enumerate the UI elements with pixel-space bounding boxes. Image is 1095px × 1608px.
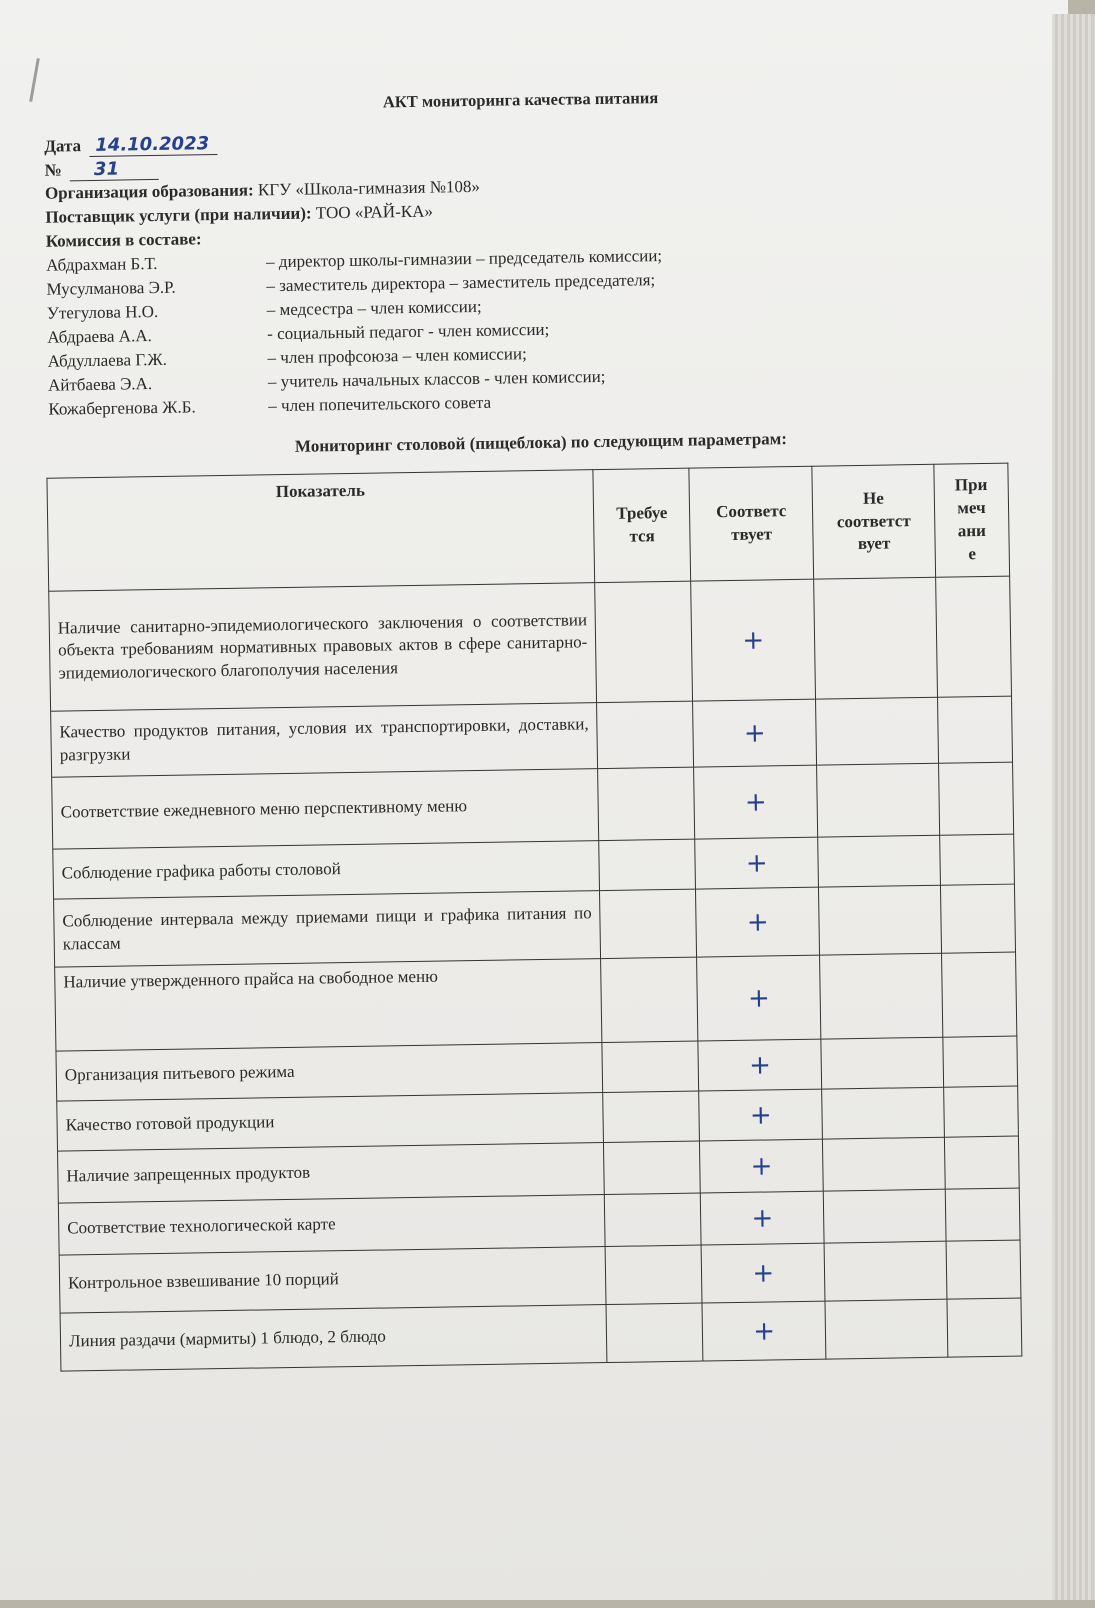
not-complies-cell bbox=[819, 885, 942, 955]
complies-mark: + bbox=[700, 1139, 824, 1193]
not-complies-cell bbox=[821, 1037, 943, 1089]
member-role: – член профсоюза – член комиссии; bbox=[267, 344, 527, 368]
complies-mark: + bbox=[697, 955, 821, 1041]
member-role: – медсестра – член комиссии; bbox=[266, 296, 482, 320]
date-label: Дата bbox=[44, 136, 82, 156]
indicator-cell: Организация питьевого режима bbox=[56, 1043, 603, 1102]
table-body bbox=[49, 576, 1022, 1371]
required-cell bbox=[597, 701, 694, 768]
complies-mark: + bbox=[701, 1243, 825, 1303]
document-title: АКТ мониторинга качества питания bbox=[382, 88, 659, 112]
supplier-value: ТОО «РАЙ-КА» bbox=[315, 201, 434, 223]
indicator-cell: Качество готовой продукции bbox=[57, 1093, 604, 1152]
note-cell bbox=[947, 1298, 1022, 1357]
not-complies-cell bbox=[822, 1087, 944, 1139]
date-value: 14.10.2023 bbox=[89, 133, 217, 157]
member-role: – учитель начальных классов - член комиссии; bbox=[267, 366, 606, 392]
not-complies-cell bbox=[823, 1137, 945, 1191]
organization-label: Организация образования: bbox=[44, 180, 254, 203]
table-header-row bbox=[47, 463, 1010, 591]
note-cell bbox=[941, 952, 1016, 1037]
not-complies-cell bbox=[818, 835, 940, 887]
number-value: 31 bbox=[70, 158, 159, 181]
complies-mark: + bbox=[693, 699, 817, 767]
complies-mark: + bbox=[699, 1089, 823, 1141]
indicator-cell: Наличие утвержденного прайса на свободное меню bbox=[55, 959, 603, 1052]
indicator-cell: Соблюдение графика работы столовой bbox=[53, 841, 600, 900]
supplier-line bbox=[45, 202, 433, 228]
header-indicator: Показатель bbox=[47, 470, 595, 592]
member-name: Кожабергенова Ж.Б. bbox=[48, 397, 196, 419]
member-name: Абдраева А.А. bbox=[47, 326, 152, 347]
complies-mark: + bbox=[696, 887, 820, 957]
indicator-cell: Соответствие ежедневного меню перспективному меню bbox=[52, 769, 599, 850]
commission-member bbox=[47, 344, 526, 372]
note-cell bbox=[945, 1188, 1020, 1241]
complies-mark: + bbox=[691, 579, 816, 701]
complies-mark: + bbox=[695, 837, 819, 889]
required-cell bbox=[602, 1041, 699, 1092]
note-cell bbox=[943, 1036, 1018, 1087]
not-complies-cell bbox=[820, 953, 943, 1039]
complies-mark: + bbox=[702, 1301, 826, 1361]
section-title: Мониторинг столовой (пищеблока) по следующим параметрам: bbox=[294, 429, 788, 456]
commission-label: Комиссия в составе: bbox=[45, 229, 202, 251]
required-cell bbox=[600, 889, 697, 958]
table-row bbox=[49, 576, 1012, 711]
not-complies-cell bbox=[814, 577, 937, 699]
note-cell bbox=[940, 884, 1015, 953]
required-cell bbox=[603, 1091, 700, 1142]
note-cell bbox=[938, 762, 1013, 835]
not-complies-cell bbox=[825, 1299, 947, 1359]
member-name: Абдуллаева Г.Ж. bbox=[47, 349, 168, 371]
number-line bbox=[44, 158, 159, 182]
header-not-complies: Не соответст вует bbox=[812, 464, 935, 579]
commission-member bbox=[47, 297, 482, 324]
complies-mark: + bbox=[698, 1039, 822, 1091]
table-row bbox=[55, 952, 1017, 1051]
indicator-cell: Контрольное взвешивание 10 порций bbox=[59, 1247, 606, 1314]
header-complies: Соответс твует bbox=[689, 466, 814, 581]
not-complies-cell bbox=[816, 697, 939, 765]
commission-member bbox=[48, 393, 491, 420]
required-cell bbox=[605, 1245, 702, 1304]
indicator-cell: Наличие санитарно-эпидемиологического заключения о соответствии объекта требованиям нормативных правовых актов в сфере санитарно-эпидемиологического благополучия населения bbox=[49, 583, 597, 712]
note-cell bbox=[944, 1136, 1019, 1189]
indicator-cell: Соблюдение интервала между приемами пищи и графика питания по классам bbox=[54, 891, 601, 968]
not-complies-cell bbox=[817, 763, 940, 837]
required-cell bbox=[599, 839, 696, 890]
monitoring-table bbox=[46, 463, 1022, 1372]
note-cell bbox=[943, 1086, 1018, 1137]
member-name: Айтбаева Э.А. bbox=[47, 374, 153, 395]
complies-mark: + bbox=[700, 1191, 824, 1245]
date-line bbox=[44, 133, 217, 158]
member-name: Мусулманова Э.Р. bbox=[46, 277, 176, 299]
commission-member bbox=[48, 367, 606, 396]
organization-value: КГУ «Школа-гимназия №108» bbox=[257, 176, 481, 200]
member-role: – заместитель директора – заместитель председателя; bbox=[266, 270, 656, 296]
required-cell bbox=[598, 767, 695, 840]
supplier-label: Поставщик услуги (при наличии): bbox=[45, 203, 312, 227]
note-cell bbox=[937, 696, 1012, 763]
member-name: Абдрахман Б.Т. bbox=[45, 253, 158, 275]
number-label: № bbox=[44, 160, 62, 180]
note-cell bbox=[940, 834, 1015, 885]
note-cell bbox=[935, 576, 1011, 697]
required-cell bbox=[606, 1303, 703, 1362]
indicator-cell: Соответствие технологической карте bbox=[58, 1195, 605, 1256]
member-role: – директор школы-гимназии – председатель комиссии; bbox=[265, 246, 663, 272]
member-role: - социальный педагог - член комиссии; bbox=[267, 319, 550, 344]
indicator-cell: Качество продуктов питания, условия их транспортировки, доставки, разгрузки bbox=[51, 703, 598, 778]
member-name: Утегулова Н.О. bbox=[46, 301, 159, 323]
header-note: При меч ани е bbox=[934, 463, 1010, 577]
not-complies-cell bbox=[824, 1189, 946, 1243]
commission-member bbox=[47, 320, 549, 348]
complies-mark: + bbox=[694, 765, 818, 839]
required-cell bbox=[605, 1193, 702, 1246]
header-required: Требуе тся bbox=[593, 468, 691, 582]
organization-line bbox=[45, 177, 480, 204]
indicator-cell: Линия раздачи (мармиты) 1 блюдо, 2 блюдо bbox=[60, 1305, 607, 1372]
member-role: – член попечительского совета bbox=[268, 392, 492, 416]
required-cell bbox=[601, 957, 698, 1042]
indicator-cell: Наличие запрещенных продуктов bbox=[58, 1143, 605, 1204]
commission-member bbox=[46, 270, 655, 300]
note-cell bbox=[946, 1240, 1021, 1299]
required-cell bbox=[595, 581, 693, 702]
not-complies-cell bbox=[824, 1241, 946, 1301]
required-cell bbox=[604, 1141, 701, 1194]
